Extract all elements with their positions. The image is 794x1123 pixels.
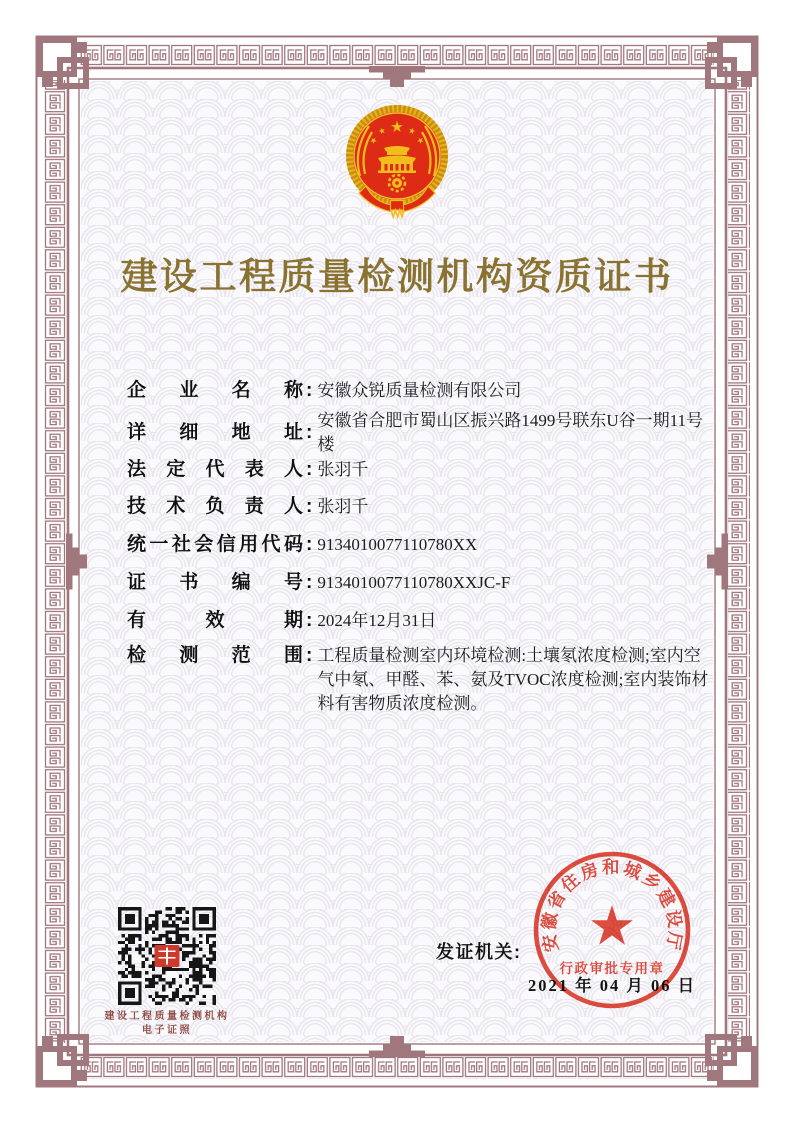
qr-center-seal [154,945,179,967]
field-row-credit-code [127,532,717,558]
certificate-title: 建设工程质量检测机构资质证书 [120,256,674,297]
field-colon: : [306,496,313,517]
field-value: 张羽千 [317,460,369,479]
stamp-bottom-text: 行政审批专用章 [559,961,665,976]
field-row-testing-scope [127,644,717,716]
field-row-address [127,409,717,457]
field-label: 有 效 期 [127,610,303,631]
field-label: 证 书 编 号 [127,572,303,593]
field-label: 检 测 范 围 [127,645,303,666]
field-row-technical-director [127,494,717,520]
field-colon: : [306,645,313,666]
qr-caption-line2: 电子证照 [142,1025,192,1036]
official-seal-stamp [527,845,697,1015]
field-colon: : [306,380,313,401]
issue-date: 2021 年 04 月 06 日 [528,976,697,995]
stamp-arc-text: 安徽省住房和城乡建设厅 [538,857,686,954]
field-label: 统 一 社 会 信 用 代 码 [127,534,303,555]
field-value: 9134010077110780XXJC-F [317,573,511,592]
field-row-certificate-number [127,570,717,596]
qr-code [118,907,216,1005]
field-row-legal-representative [127,457,717,483]
field-colon: : [306,610,313,631]
field-value: 安徽省合肥市蜀山区振兴路1499号联东U谷一期11号楼 [317,411,703,454]
field-label: 法 定 代 表 人 [127,459,303,480]
electronic-license-block [101,907,233,1038]
field-colon: : [306,422,313,443]
field-value: 2024年12月31日 [317,611,437,630]
issuer-label: 发证机关: [436,942,522,962]
qr-caption-line1: 建设工程质量检测机构 [104,1011,230,1022]
field-label: 技 术 负 责 人 [127,496,303,517]
field-label: 企 业 名 称 [127,380,303,401]
field-value: 安徽众锐质量检测有限公司 [317,381,522,400]
field-label: 详 细 地 址 [127,422,303,443]
national-emblem-icon [342,102,452,220]
field-value: 张羽千 [317,497,369,516]
field-value: 工程质量检测室内环境检测:土壤氡浓度检测;室内空气中氡、甲醛、苯、氨及TVOC浓度检测;室内装饰材料有害物质浓度检测。 [317,646,709,713]
field-colon: : [306,572,313,593]
field-row-company-name [127,378,717,404]
field-row-valid-until [127,608,717,634]
qr-caption [101,1010,233,1038]
field-value: 9134010077110780XX [317,535,478,554]
field-colon: : [306,534,313,555]
field-colon: : [306,459,313,480]
